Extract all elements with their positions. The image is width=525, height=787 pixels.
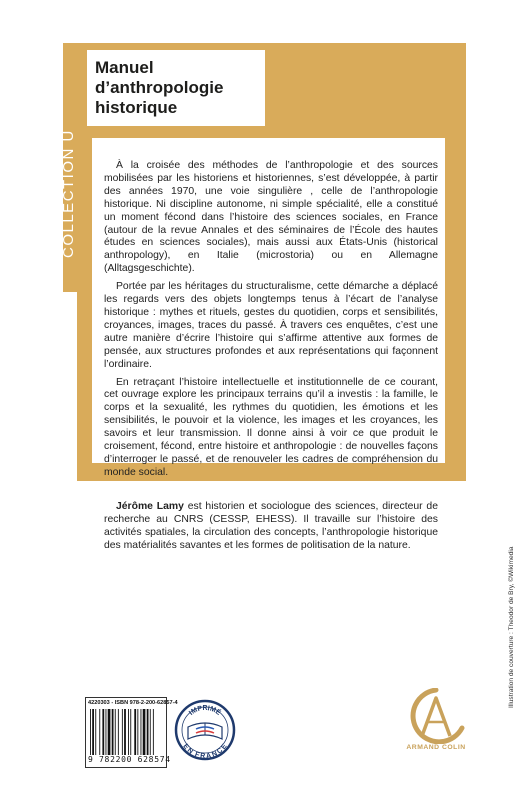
- author-bio: [104, 501, 438, 553]
- imprime-en-france-badge-icon: [174, 699, 236, 761]
- title-line-2: d’anthropologie: [95, 78, 224, 97]
- title-line-3: historique: [95, 98, 178, 117]
- armand-colin-logo-icon: [398, 688, 474, 744]
- back-cover-text: [104, 160, 438, 485]
- badge-bottom-text: EN FRANCE: [181, 742, 229, 761]
- isbn-barcode: [85, 697, 178, 768]
- badge-top-text: IMPRIMÉ: [188, 705, 222, 717]
- author-name: Jérôme Lamy: [116, 501, 184, 512]
- paragraph-1: À la croisée des méthodes de l’anthropologie et des sources mobilisées par les historiens et historiennes, s’est développée, à partir des années 1970, une voie singulière , celle de l’anthropologie historique. Ni discipline autonome, ni simple spécialité, elle a constitué un moment fécond dans l’histoire des sciences sociales, en France (autour de la revue Annales et des séminaires de l’École des hautes études en sciences sociales), mais aussi aux États-Unis (historical anthropology), en Italie (microstoria) ou en Allemagne (Alltagsgeschichte).: [104, 160, 438, 275]
- barcode-digits: 9 782200 628574: [88, 755, 171, 764]
- paragraph-2: Portée par les héritages du structuralisme, cette démarche a déplacé les regards vers des objets longtemps tenus à l’écart de l’analyse historique : mythes et rituels, gestes du quotidien, corps et sensibilités, croyances, images, traces du passé. À travers ces enquêtes, c’est une autre manière d’écrire l’histoire qui s’affirme attentive aux formes de pensée, aux structures profondes et aux représentations qui façonnent l’ordinaire.: [104, 281, 438, 370]
- collection-label: COLLECTION U: [60, 129, 77, 258]
- book-title: [95, 58, 265, 118]
- publisher-name: ARMAND COLIN: [406, 744, 466, 751]
- title-line-1: Manuel: [95, 58, 154, 77]
- author-description: est historien et sociologue des sciences, directeur de recherche au CNRS (CESSP, EHESS). Il travaille sur l’histoire des activités spatiales, la circulation des concepts, l’anthropologie historique des matérialités savantes et les formes de politisation de la nature.: [104, 501, 438, 551]
- gold-frame-right: [453, 43, 466, 481]
- illustration-credit: Illustration de couverture : Theodor de Bry, ©Wikimedia: [508, 546, 515, 708]
- barcode-icon: [89, 709, 163, 755]
- isbn-label: 4220303 - ISBN 978-2-200-62857-4: [88, 700, 178, 706]
- paragraph-3: En retraçant l’histoire intellectuelle et institutionnelle de ce courant, cet ouvrage explore les principaux terrains qu’il a investis : la famille, le corps et la sexualité, les rythmes du quotidien, les émotions et les sensibilités, le pouvoir et la violence, les images et les croyances, les savoirs et leur transmission. Il donne ainsi à voir ce que produit le croisement, fécond, entre histoire et anthropologie : de nouvelles façons d’interroger le passé, et de renouveler les cadres de compréhension du monde social.: [104, 376, 438, 478]
